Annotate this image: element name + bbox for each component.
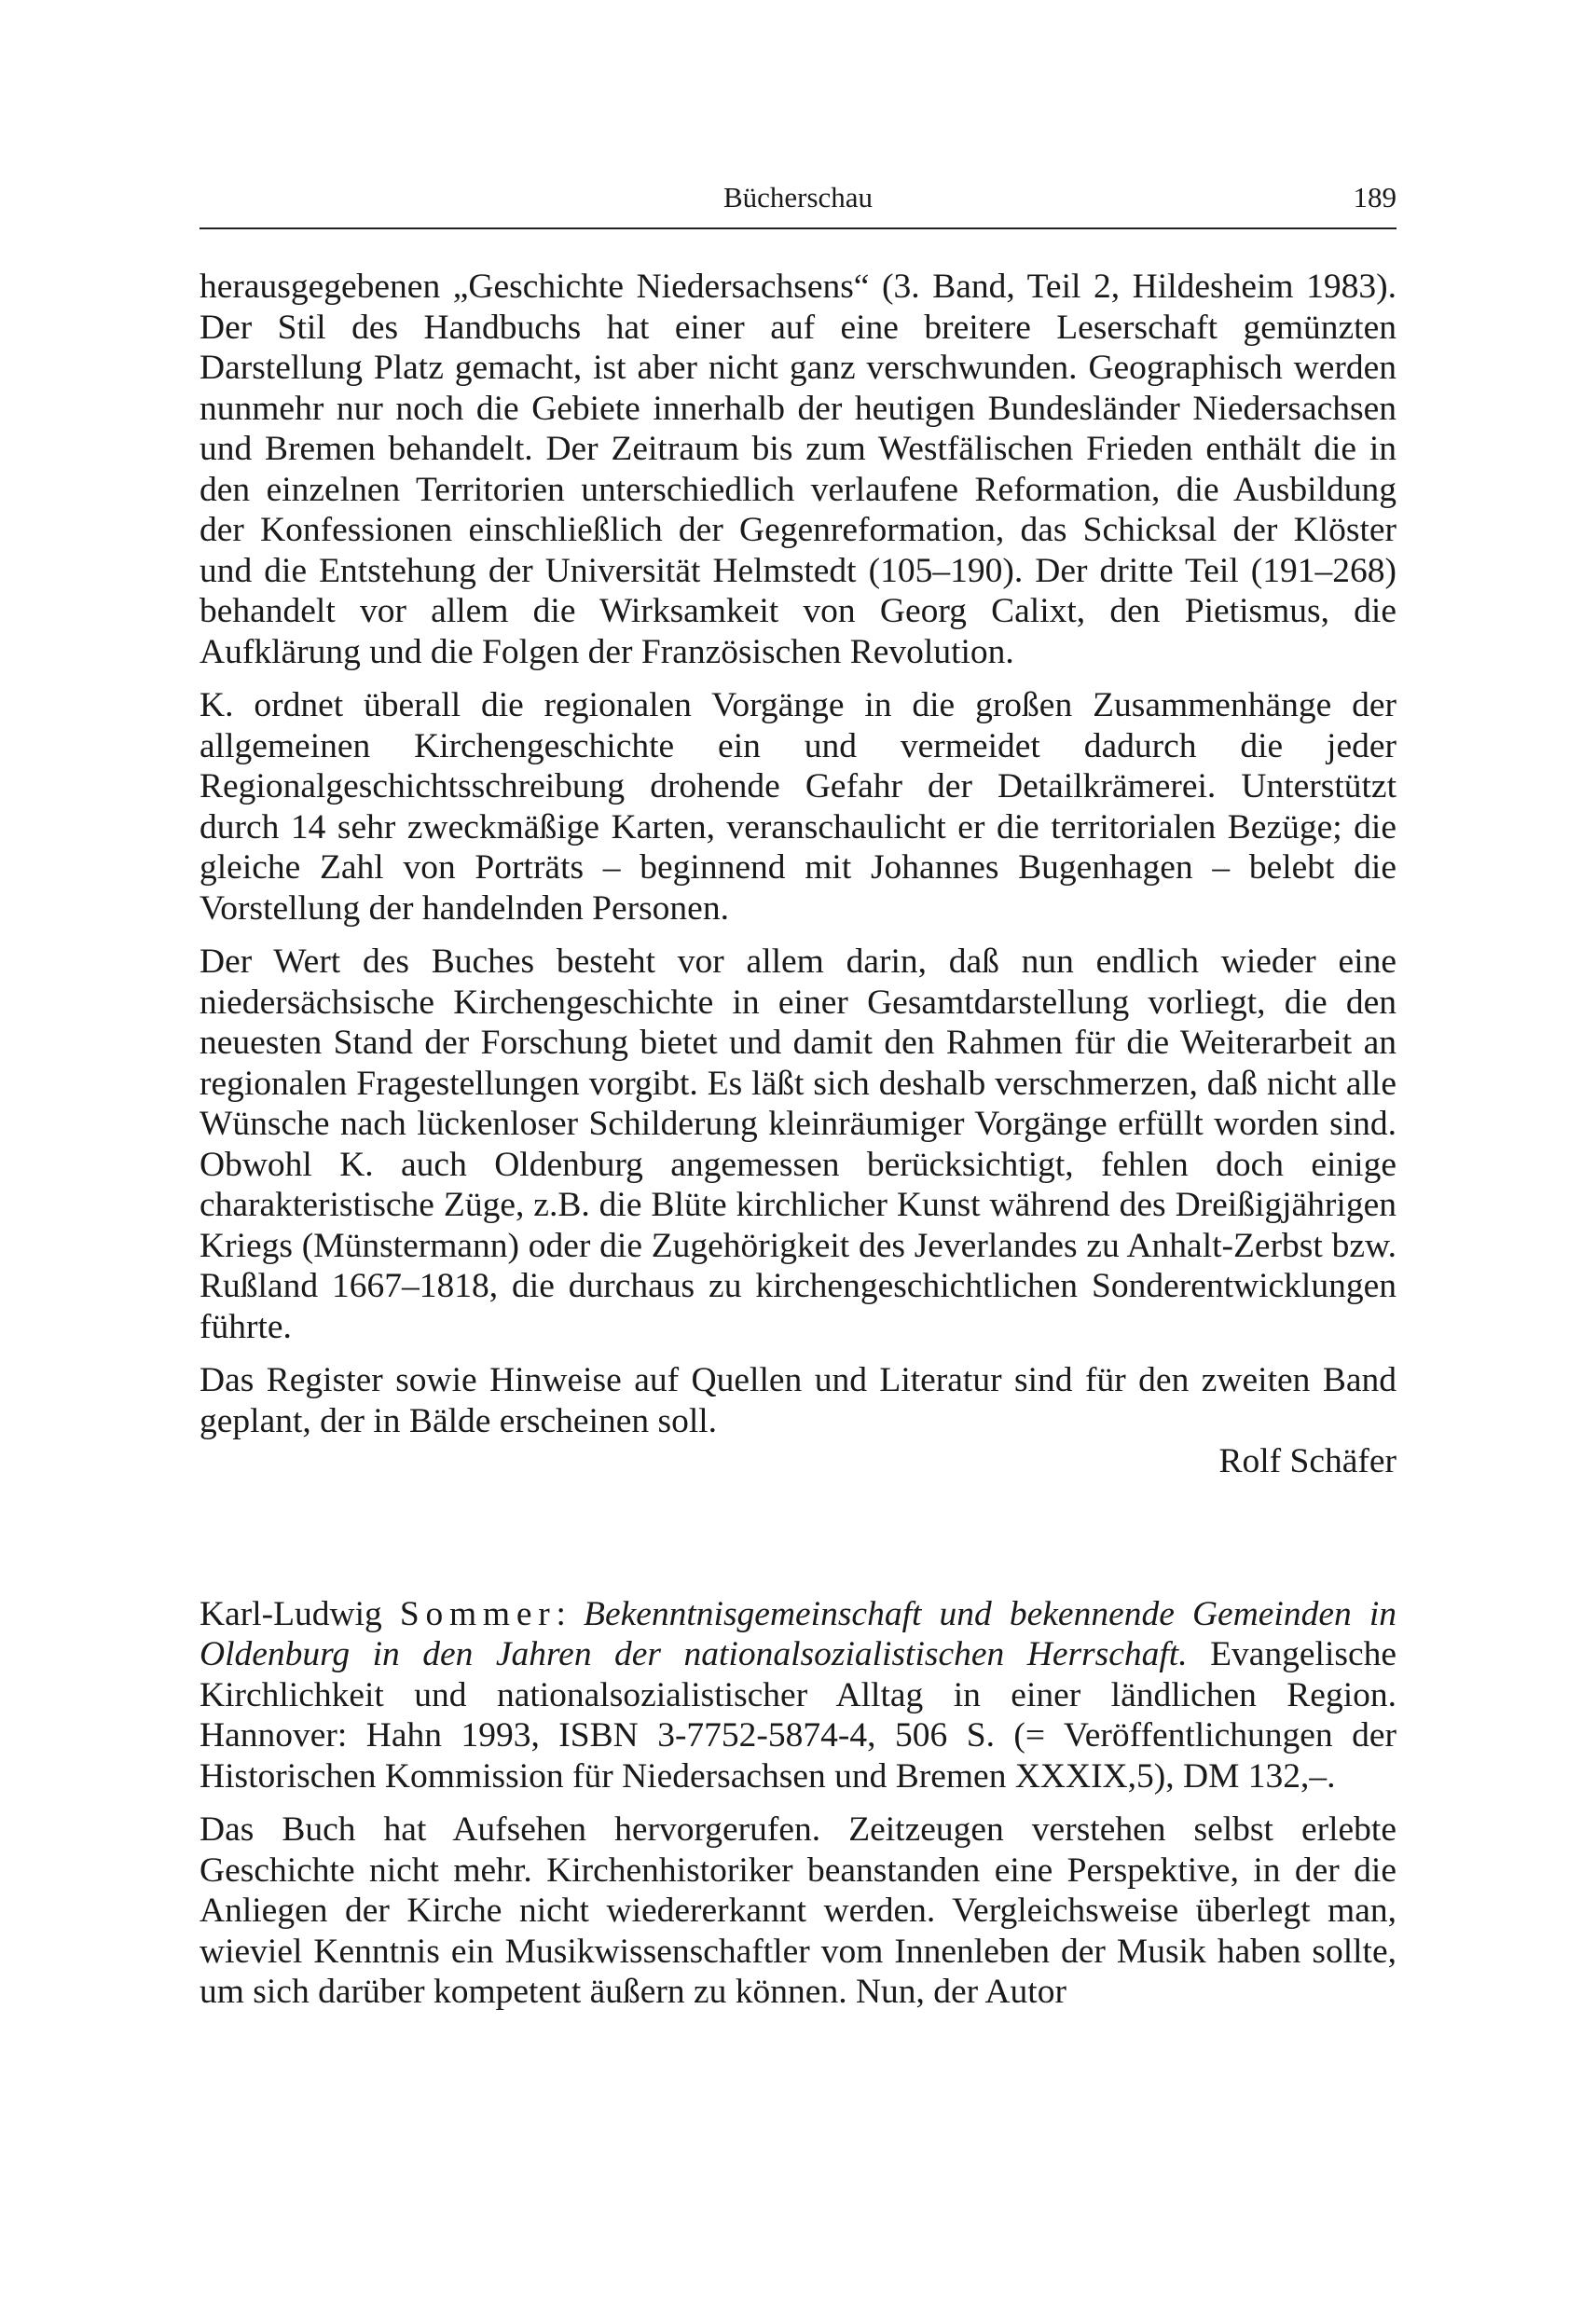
citation-author-last: Sommer xyxy=(399,1594,557,1633)
review-1-paragraph: K. ordnet überall die regionalen Vorgänge in die großen Zusammenhänge der allgemeinen Kirchengeschichte ein und vermeidet dadurch die jeder Regionalgeschichtsschreibung drohende Gefahr der Detailkrämerei. Unterstützt durch 14 sehr zweckmäßige Karten, veranschaulicht er die territorialen Bezüge; die gleiche Zahl von Porträts – beginnend mit Johannes Bugenhagen – belebt die Vorstellung der handelnden Personen. xyxy=(200,686,1396,928)
citation-details: Evangelische Kirchlichkeit und nationalsozialistischer Alltag in einer ländlichen Region. Hannover: Hahn 1993, ISBN 3-7752-5874-4, 506 S. (= Veröffentlichungen der Historischen Kommission für Niedersachsen und Bremen XXXIX,5), DM 132,–. xyxy=(200,1635,1397,1796)
citation-colon: : xyxy=(556,1594,566,1633)
running-head-title: Bücherschau xyxy=(722,181,874,213)
citation-author-first: Karl-Ludwig xyxy=(200,1594,382,1633)
review-2 xyxy=(200,1594,1396,2013)
header-rule xyxy=(200,227,1396,229)
reviewer-signature: Rolf Schäfer xyxy=(1218,1442,1396,1480)
review-1-paragraph: herausgegebenen „Geschichte Niedersachsens“ (3. Band, Teil 2, Hildesheim 1983). Der Stil des Handbuchs hat einer auf eine breitere Leserschaft gemünzten Darstellung Platz gemacht, ist aber nicht ganz verschwunden. Geographisch werden nunmehr nur noch die Gebiete innerhalb der heutigen Bundesländer Niedersachsen und Bremen behandelt. Der Zeitraum bis zum Westfälischen Frieden enthält die in den einzelnen Territorien unterschiedlich verlaufene Reformation, die Ausbildung der Konfessionen einschließlich der Gegenreformation, das Schicksal der Klöster und die Entstehung der Universität Helmstedt (105–190). Der dritte Teil (191–268) behandelt vor allem die Wirksamkeit von Georg Calixt, den Pietismus, die Aufklärung und die Folgen der Französischen Revolution. xyxy=(200,268,1396,671)
review-1-paragraph: Das Register sowie Hinweise auf Quellen und Literatur sind für den zweiten Band geplant, der in Bälde erscheinen soll. xyxy=(200,1361,1396,1440)
book-review-page xyxy=(200,177,1396,2013)
review-2-paragraph: Das Buch hat Aufsehen hervorgerufen. Zeitzeugen verstehen selbst erlebte Geschichte nicht mehr. Kirchenhistoriker beanstanden eine Perspektive, in der die Anliegen der Kirche nicht wiedererkannt werden. Vergleichsweise überlegt man, wieviel Kenntnis ein Musikwissenschaftler vom Innenleben der Musik haben sollte, um sich darüber kompetent äußern zu können. Nun, der Autor xyxy=(200,1810,1396,2011)
review-1 xyxy=(200,267,1396,1482)
running-head xyxy=(200,177,1396,218)
section-spacer xyxy=(200,1482,1396,1594)
review-1-paragraph: Der Wert des Buches besteht vor allem darin, daß nun endlich wieder eine niedersächsische Kirchengeschichte in einer Gesamtdarstellung vorliegt, die den neuesten Stand der Forschung bietet und damit den Rahmen für die Weiterarbeit an regionalen Fragestellungen vorgibt. Es läßt sich deshalb verschmerzen, daß nicht alle Wünsche nach lückenloser Schilderung kleinräumiger Vorgänge erfüllt worden sind. Obwohl K. auch Oldenburg angemessen berücksichtigt, fehlen doch einige charakteristische Züge, z.B. die Blüte kirchlicher Kunst während des Dreißigjährigen Kriegs (Münstermann) oder die Zugehörigkeit des Jeverlandes zu Anhalt-Zerbst bzw. Rußland 1667–1818, die durchaus zu kirchengeschichtlichen Sonderentwicklungen führte. xyxy=(200,943,1396,1346)
citation-title: Bekenntnisgemeinschaft und bekennende Gemeinden in Oldenburg in den Jahren der nationalsozialistischen Herrschaft. xyxy=(200,1594,1397,1673)
page-number: 189 xyxy=(1353,181,1396,213)
bibliographic-citation xyxy=(200,1594,1396,1797)
